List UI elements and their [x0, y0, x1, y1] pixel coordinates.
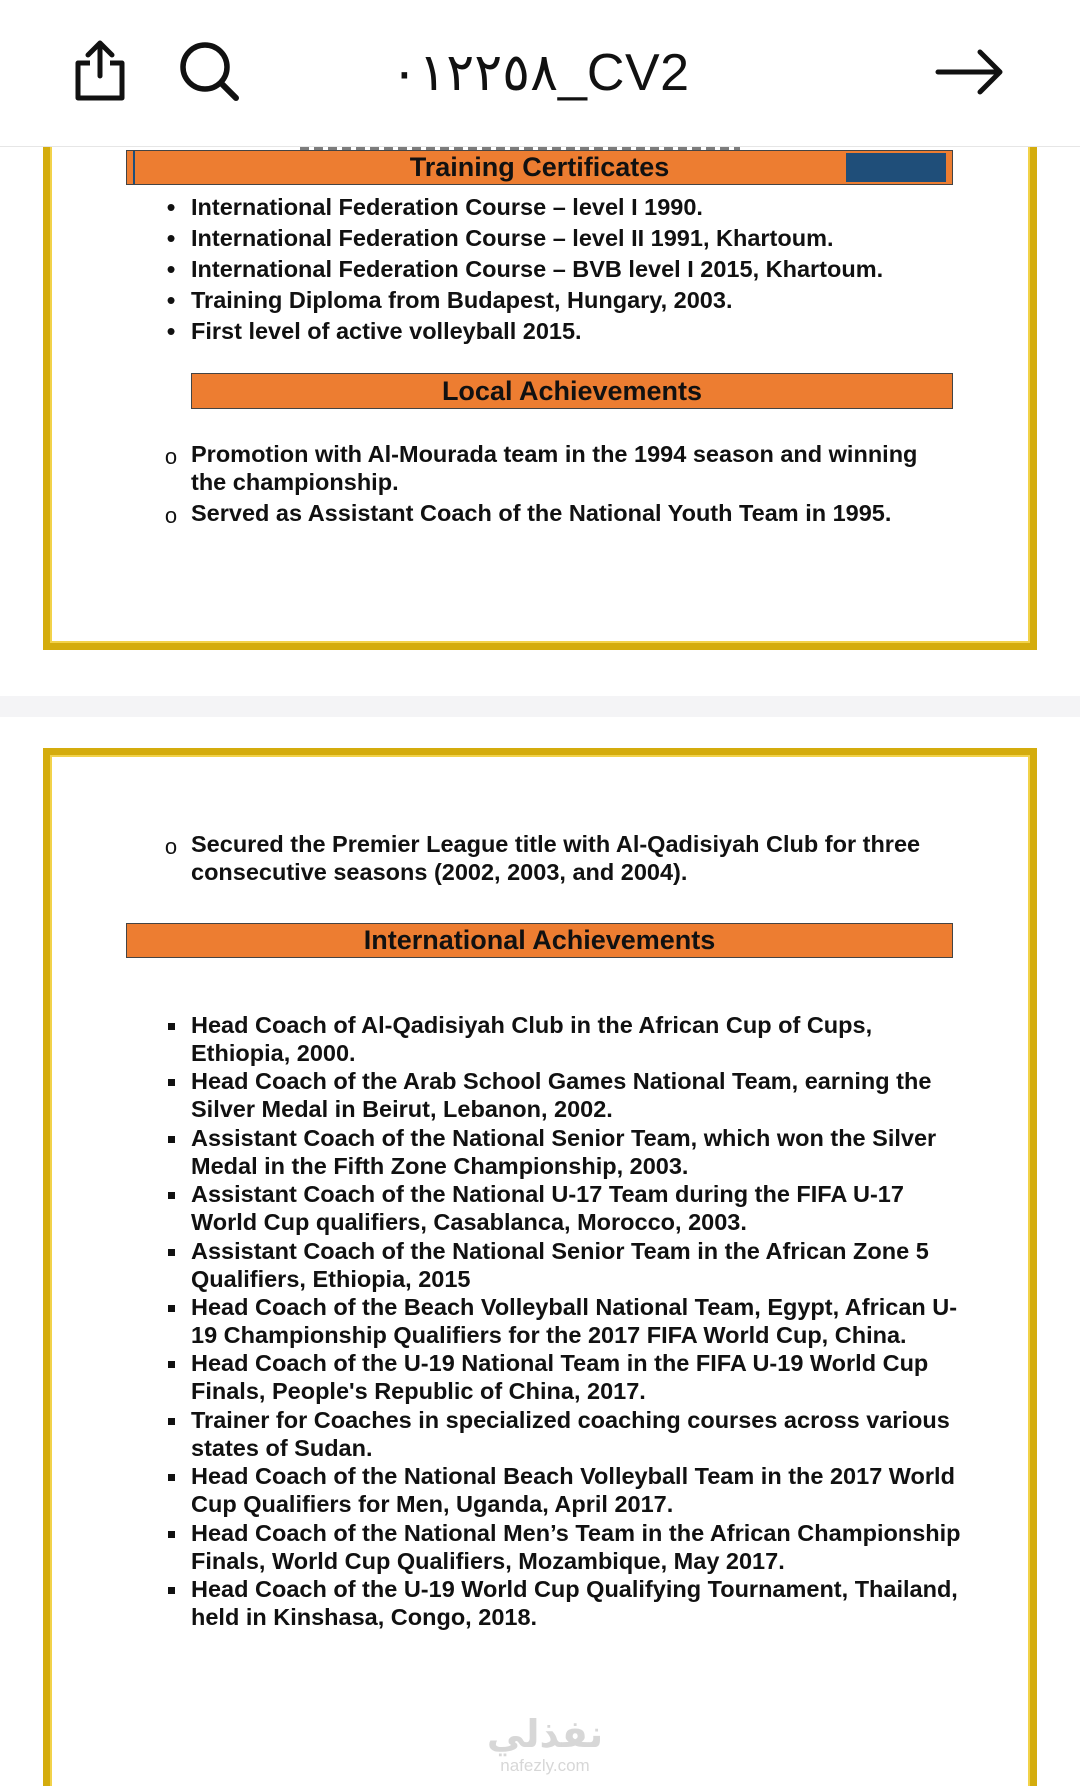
bullet-icon [156, 440, 186, 469]
document-page-1 [0, 147, 1080, 696]
bullet-icon [156, 1067, 186, 1095]
local-achievements-header: Local Achievements [191, 373, 953, 409]
training-list [156, 192, 986, 347]
list-item: • First level of active volleyball 2015. [156, 316, 986, 347]
list-item: Head Coach of Al-Qadisiyah Club in the African Cup of Cups, Ethiopia, 2000. [156, 1011, 976, 1067]
viewer-toolbar [0, 0, 1080, 147]
list-item: Assistant Coach of the National Senior Team in the African Zone 5 Qualifiers, Ethiopia, 2015 [156, 1237, 976, 1293]
bullet-icon [156, 223, 186, 255]
bullet-icon [156, 1237, 186, 1265]
international-achievements-header: International Achievements [126, 923, 953, 958]
bullet-icon [156, 1293, 186, 1321]
bullet-icon [156, 499, 186, 528]
list-item: • International Federation Course – level I 1990. [156, 192, 986, 223]
bullet-icon [156, 285, 186, 317]
arrow-right-icon[interactable] [934, 36, 1006, 104]
document-page-2 [0, 717, 1080, 1786]
bullet-icon [156, 316, 186, 348]
bullet-icon [156, 1462, 186, 1490]
header-accent-bar [846, 153, 946, 182]
watermark-logo: نفذلي nafezly.com [486, 1712, 604, 1775]
document-title: ٠١٢٢٥٨_CV2 [390, 44, 690, 102]
bullet-icon [156, 192, 186, 224]
list-item: Head Coach of the Arab School Games National Team, earning the Silver Medal in Beirut, Lebanon, 2002. [156, 1067, 976, 1123]
training-certificates-header: Training Certificates [126, 150, 953, 185]
list-item: • Training Diploma from Budapest, Hungary, 2003. [156, 285, 986, 316]
search-icon[interactable] [174, 36, 242, 104]
list-item: Head Coach of the Beach Volleyball National Team, Egypt, African U-19 Championship Qualifiers for the 2017 FIFA World Cup, China. [156, 1293, 976, 1349]
list-item: Head Coach of the U-19 World Cup Qualifying Tournament, Thailand, held in Kinshasa, Congo, 2018. [156, 1575, 976, 1631]
local-achievements-list [156, 440, 956, 527]
header-accent [133, 151, 135, 184]
list-item: Assistant Coach of the National U-17 Team during the FIFA U-17 World Cup qualifiers, Casablanca, Morocco, 2003. [156, 1180, 976, 1236]
bullet-icon [156, 1180, 186, 1208]
bullet-icon [156, 1124, 186, 1152]
list-item: o Secured the Premier League title with Al-Qadisiyah Club for three consecutive seasons (2002, 2003, and 2004). [156, 830, 956, 886]
local-achievements-list-continued [156, 830, 956, 886]
list-item: o Served as Assistant Coach of the National Youth Team in 1995. [156, 499, 956, 527]
list-item: Trainer for Coaches in specialized coaching courses across various states of Sudan. [156, 1406, 976, 1462]
bullet-icon [156, 1406, 186, 1434]
bullet-icon [156, 1575, 186, 1603]
bullet-icon [156, 1011, 186, 1039]
list-item: • International Federation Course – level II 1991, Khartoum. [156, 223, 986, 254]
international-achievements-list [156, 1011, 976, 1631]
list-item: • International Federation Course – BVB level I 2015, Khartoum. [156, 254, 986, 285]
list-item: Head Coach of the U-19 National Team in the FIFA U-19 World Cup Finals, People's Republic of China, 2017. [156, 1349, 976, 1405]
list-item: Head Coach of the National Beach Volleyball Team in the 2017 World Cup Qualifiers for Men, Uganda, April 2017. [156, 1462, 976, 1518]
bullet-icon [156, 830, 186, 859]
list-item: Head Coach of the National Men’s Team in the African Championship Finals, World Cup Qualifiers, Mozambique, May 2017. [156, 1519, 976, 1575]
share-icon[interactable] [66, 36, 134, 104]
list-item: o Promotion with Al-Mourada team in the 1994 season and winning the championship. [156, 440, 956, 496]
bullet-icon [156, 254, 186, 286]
bullet-icon [156, 1519, 186, 1547]
list-item: Assistant Coach of the National Senior Team, which won the Silver Medal in the Fifth Zone Championship, 2003. [156, 1124, 976, 1180]
bullet-icon [156, 1349, 186, 1377]
